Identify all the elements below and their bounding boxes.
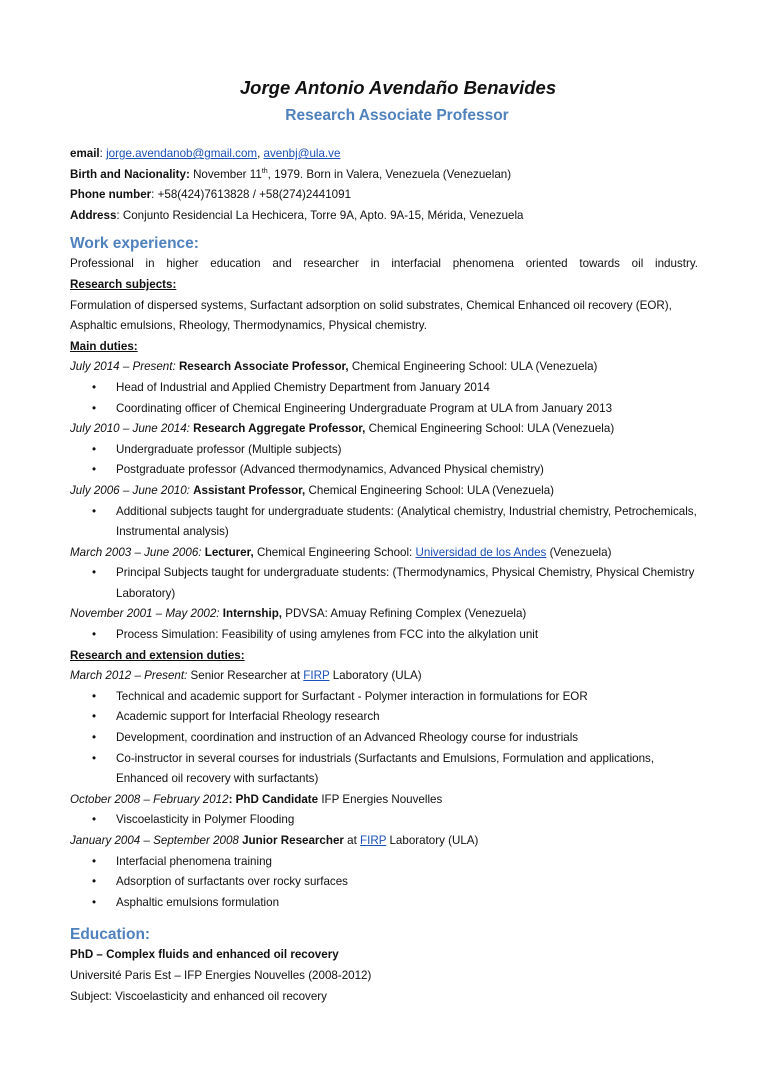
job-entry	[70, 604, 698, 625]
bullet-icon: •	[92, 895, 97, 909]
job-position: Research Aggregate Professor,	[193, 422, 366, 436]
research-period: March 2012 – Present:	[70, 669, 188, 683]
research-role: Junior Researcher	[238, 834, 344, 847]
email-link-1[interactable]: jorge.avendanob@gmail.com	[106, 147, 258, 160]
bullet-icon: •	[92, 854, 97, 868]
bullet-icon: •	[92, 689, 97, 703]
job-place: Chemical Engineering School:	[256, 545, 416, 559]
job-position: Internship,	[222, 607, 283, 621]
job-place-country: (Venezuela)	[546, 545, 612, 559]
phone-label: Phone number	[70, 188, 152, 202]
list-item: • Technical and academic support for Surfactant - Polymer interaction in formulations for EOR	[70, 687, 698, 708]
research-bullet-list	[70, 810, 698, 831]
birth-line	[70, 165, 698, 186]
education-degree: PhD – Complex fluids and enhanced oil recovery	[70, 948, 339, 962]
list-item: • Viscoelasticity in Polymer Flooding	[70, 810, 698, 831]
job-place: Chemical Engineering School: ULA (Venezuela)	[368, 422, 615, 436]
research-period: January 2004 – September 2008	[70, 834, 239, 847]
job-position: Assistant Professor,	[193, 483, 306, 497]
job-period: July 2006 – June 2010:	[70, 483, 190, 497]
list-item: • Additional subjects taught for undergraduate students: (Analytical chemistry, Industrial chemistry, Petrochemicals, Instrumental analysis)	[70, 502, 698, 543]
research-duties-label: Research and extension duties:	[70, 648, 245, 662]
work-intro: Professional in higher education and researcher in interfacial phenomena oriented towards oil industry.	[70, 257, 698, 271]
address-value: : Conjunto Residencial La Hechicera, Torre 9A, Apto. 9A-15, Mérida, Venezuela	[116, 208, 524, 222]
list-item: • Development, coordination and instruction of an Advanced Rheology course for industrials	[70, 728, 698, 749]
job-position: Lecturer,	[204, 545, 254, 559]
bullet-icon: •	[92, 380, 97, 394]
job-period: March 2003 – June 2006:	[70, 545, 202, 559]
birth-place: , 1979. Born in Valera, Venezuela (Venezuelan)	[267, 167, 512, 181]
job-period: November 2001 – May 2002:	[70, 607, 220, 621]
cv-title: Research Associate Professor	[285, 107, 509, 124]
cv-document	[70, 76, 698, 1007]
research-bullet-list	[70, 687, 698, 790]
education-subject: Subject: Viscoelasticity and enhanced oil recovery	[70, 989, 327, 1003]
job-bullet-list	[70, 563, 698, 604]
research-entry: March 2012 – Present: Senior Researcher at FIRP Laboratory (ULA)	[70, 669, 422, 683]
list-item: • Co-instructor in several courses for industrials (Surfactants and Emulsions, Formulation and applications, Enhanced oil recovery with surfactants)	[70, 749, 698, 790]
list-item: • Interfacial phenomena training	[70, 852, 698, 873]
list-item: • Academic support for Interfacial Rheology research	[70, 707, 698, 728]
address-label: Address	[70, 208, 117, 222]
list-item: • Head of Industrial and Applied Chemistry Department from January 2014	[70, 378, 698, 399]
bullet-icon: •	[92, 751, 97, 765]
research-bullet-list	[70, 852, 698, 914]
research-subjects-text: Formulation of dispersed systems, Surfactant adsorption on solid substrates, Chemical Enhanced oil recovery (EOR), Asphaltic emulsions, Rheology, Thermodynamics, Physical chemistry.	[70, 298, 672, 333]
job-bullet-list	[70, 378, 698, 419]
job-place: Chemical Engineering School: ULA (Venezuela)	[308, 483, 555, 497]
job-period: July 2010 – June 2014:	[70, 422, 190, 436]
list-item: • Undergraduate professor (Multiple subjects)	[70, 440, 698, 461]
email-link-2[interactable]: avenbj@ula.ve	[263, 147, 341, 160]
address-line	[70, 206, 698, 227]
research-entry: October 2008 – February 2012: PhD Candidate IFP Energies Nouvelles	[70, 792, 443, 806]
list-item: • Process Simulation: Feasibility of using amylenes from FCC into the alkylation unit	[70, 625, 698, 646]
university-link[interactable]: Universidad de los Andes	[415, 545, 547, 559]
list-item: • Postgraduate professor (Advanced thermodynamics, Advanced Physical chemistry)	[70, 460, 698, 481]
bullet-icon: •	[92, 463, 97, 477]
research-period: October 2008 – February 2012	[70, 792, 229, 806]
contact-block	[70, 144, 698, 226]
bullet-icon: •	[92, 566, 97, 580]
list-item: • Coordinating officer of Chemical Engineering Undergraduate Program at ULA from January 2013	[70, 399, 698, 420]
job-bullet-list	[70, 625, 698, 646]
job-entry	[70, 543, 698, 564]
bullet-icon: •	[92, 442, 97, 456]
cv-name: Jorge Antonio Avendaño Benavides	[239, 77, 557, 98]
email-line: email: jorge.avendanob@gmail.com, avenbj@ula.ve	[70, 147, 341, 160]
list-item: • Principal Subjects taught for undergraduate students: (Thermodynamics, Physical Chemistry, Physical Chemistry Laboratory)	[70, 563, 698, 604]
list-item: • Asphaltic emulsions formulation	[70, 893, 698, 914]
job-entry	[70, 481, 698, 502]
job-place: PDVSA: Amuay Refining Complex (Venezuela)	[285, 607, 527, 621]
phone-line	[70, 185, 698, 206]
job-place: Chemical Engineering School: ULA (Venezuela)	[351, 360, 598, 374]
research-role: : PhD Candidate	[228, 792, 319, 806]
firp-link[interactable]: FIRP	[360, 834, 387, 847]
research-entry: January 2004 – September 2008 Junior Researcher at FIRP Laboratory (ULA)	[70, 834, 479, 847]
phone-value: : +58(424)7613828 / +58(274)2441091	[151, 188, 352, 202]
firp-link[interactable]: FIRP	[303, 669, 330, 683]
email-label: email	[70, 147, 100, 160]
birth-label: Birth and Nacionality:	[70, 167, 190, 181]
bullet-icon: •	[92, 710, 97, 724]
main-duties-label: Main duties:	[70, 339, 138, 353]
education-institution: Université Paris Est – IFP Energies Nouvelles (2008-2012)	[70, 968, 372, 982]
job-bullet-list	[70, 502, 698, 543]
job-bullet-list	[70, 440, 698, 481]
job-period: July 2014 – Present:	[70, 360, 176, 374]
research-subjects-label: Research subjects:	[70, 277, 177, 291]
birth-date: November 11	[193, 167, 262, 181]
list-item: • Adsorption of surfactants over rocky surfaces	[70, 872, 698, 893]
bullet-icon: •	[92, 628, 97, 642]
job-entry	[70, 419, 698, 440]
bullet-icon: •	[92, 401, 97, 415]
job-entry	[70, 357, 698, 378]
bullet-icon: •	[92, 875, 97, 889]
bullet-icon: •	[92, 813, 97, 827]
education-heading: Education:	[70, 926, 151, 944]
bullet-icon: •	[92, 731, 97, 745]
birth-date-suffix: th	[261, 167, 268, 175]
job-position: Research Associate Professor,	[178, 360, 349, 374]
work-experience-heading: Work experience:	[70, 235, 199, 253]
bullet-icon: •	[92, 504, 97, 518]
